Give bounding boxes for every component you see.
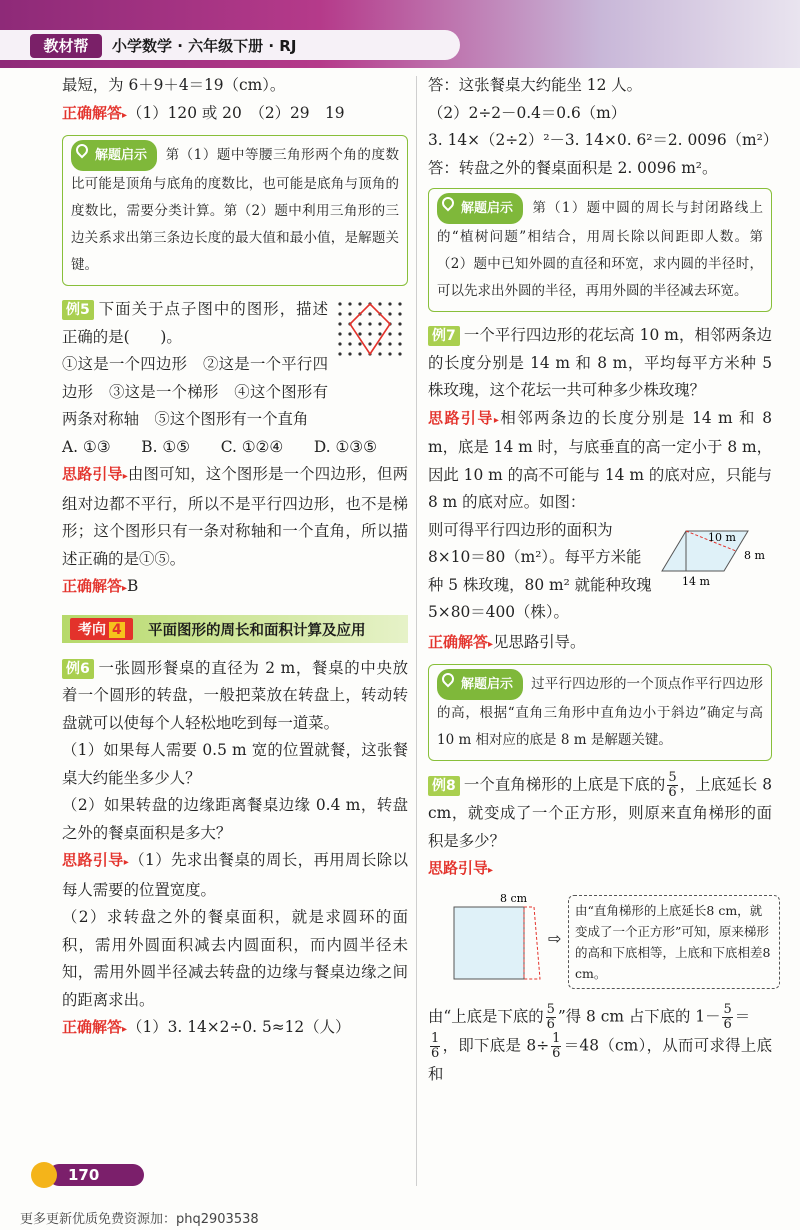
think-text: （1）先求出餐桌的周长，再用周长除以每人需要的位置宽度。 [62, 851, 408, 899]
page-number: 170 [68, 1166, 100, 1184]
fraction [667, 771, 677, 800]
tip-label: 解题启示 [437, 669, 523, 700]
topic-title: 平面图形的周长和面积计算及应用 [148, 622, 366, 639]
example-7-calc [428, 517, 772, 629]
answer-line [428, 629, 772, 659]
example-text: 下面关于点子图中的图形，描述正确的是( )。 [62, 300, 328, 346]
fraction [551, 1032, 561, 1061]
tip-text: 过平行四边形的一个顶点作平行四边形的高，根据“直角三角形中直角边小于斜边”确定与高 10 m 相对应的底是 8 m 是解题关键。 [437, 676, 763, 748]
tip-label: 解题启示 [437, 193, 523, 224]
think-paragraph: （2）求转盘之外的餐桌面积，就是求圆环的面积，需用外圆面积减去内圆面积，而内圆半径未知，需用外圆半径减去转盘的边缘与餐桌边缘之间的距离求出。 [62, 908, 408, 1009]
solution-line [428, 1003, 772, 1032]
example-label: 例8 [428, 776, 460, 796]
calc-line: 种 5 株玫瑰，80 m² 就能种玫瑰 [428, 575, 652, 594]
think-label: 思路引导 [62, 465, 123, 483]
tip-text: 第（1）题中圆的周长与封闭路线上的“植树问题”相结合，用周长除以间距即人数。第（2）题中已知外圆的直径和环宽，求内圆的半径时，可以先求出外圆的半径，再用外圆的半径减去环宽。 [437, 200, 763, 299]
think-label: 思路引导 [62, 851, 124, 869]
question-line: （1）如果每人需要 0.5 m 宽的位置就餐，这张餐桌大约能坐多少人？ [62, 741, 408, 787]
text-line: 3. 14×（2÷2）²－3. 14×0. 6²＝2. 0096（m²） [428, 131, 779, 149]
fraction-denominator: 6 [552, 1045, 561, 1061]
answer-text: B [127, 577, 139, 595]
answer-label: 正确解答 [62, 577, 123, 595]
example-text: ，上底延长 8 cm，就变成了一个正方形，则原来直角梯形的面积是多少？ [428, 775, 772, 850]
book-logo: 教材帮 [30, 34, 102, 58]
fraction-numerator: 1 [552, 1030, 561, 1046]
answer-line [62, 1014, 408, 1044]
think-text: 相邻两条边的长度分别是 14 m 和 8 m，底是 14 m 时，与底垂直的高一定小于 8 m，因此 10 m 的高不可能与 14 m 的底对应，只能与 8 m 的底对应。如图： [428, 408, 772, 511]
fraction [546, 1003, 556, 1032]
think-paragraph [428, 405, 772, 517]
figure-note: 由“直角梯形的上底延长8 cm，就变成了一个正方形”可知，原来梯形的高和下底相等，上底和下底相差8 cm。 [568, 895, 780, 989]
think-label: 思路引导 [428, 859, 489, 877]
answer-text: 见思路引导。 [493, 632, 586, 651]
left-column [62, 72, 408, 1044]
question-line: （2）如果转盘的边缘距离餐桌边缘 0.4 m，转盘之外的餐桌面积是多大？ [62, 796, 408, 842]
fraction-numerator: 5 [668, 770, 677, 785]
text-line: （2）2÷2－0.4＝0.6（m） [428, 103, 627, 122]
arrow-icon: ▸ [122, 471, 128, 482]
fraction [722, 1003, 732, 1032]
example-label: 例7 [428, 326, 460, 346]
think-text: 由图可知，这个图形是一个四边形，但两组对边都不平行，所以不是平行四边形，也不是梯形；这个图形只有一条对称轴和一个直角，所以描述正确的是①⑤。 [62, 465, 408, 568]
example-text: 一个直角梯形的上底是下底的 [463, 775, 666, 794]
answer-text: （1）3. 14×2÷0. 5≈12（人） [127, 1018, 351, 1036]
right-column [428, 72, 779, 1088]
figure-label-bottom: 14 m [682, 574, 710, 587]
example-choices: A. ①③ B. ①⑤ C. ①②④ D. ①③⑤ [62, 437, 377, 456]
solution-text: ，即下底是 8÷ [442, 1036, 550, 1054]
figure-label-top: 10 m [708, 530, 736, 544]
solution-text: ＝ [734, 1007, 751, 1025]
text-line: 答：转盘之外的餐桌面积是 2. 0096 m²。 [428, 158, 718, 177]
answer-label: 正确解答 [428, 632, 489, 651]
figure-label-side: 8 m [744, 548, 765, 562]
think-paragraph [62, 847, 408, 904]
arrow-icon: ▸ [122, 109, 128, 121]
arrow-right-icon: ⇨ [548, 928, 562, 948]
arrow-icon: ▸ [122, 1024, 128, 1035]
figure-label-top: 8 cm [500, 892, 528, 905]
text-line: 最短，为 6＋9＋4＝19（cm）。 [62, 76, 286, 94]
think-label: 思路引导 [428, 408, 494, 427]
parallelogram-figure [656, 525, 772, 587]
fraction-denominator: 6 [546, 1016, 555, 1032]
answer-text: （1）120 或 20 （2）29 19 [127, 103, 345, 122]
calc-line: 5×80＝400（株）。 [428, 603, 569, 621]
example-8 [428, 771, 772, 855]
page-header [0, 0, 800, 68]
calc-line: 8×10＝80（m²）。每平方米能 [428, 548, 642, 566]
solution-text: ”得 8 cm 占下底的 1－ [557, 1007, 721, 1025]
arrow-icon: ▸ [123, 857, 129, 868]
think-paragraph [62, 461, 408, 573]
example-text: 一张圆形餐桌的直径为 2 m，餐桌的中央放着一个圆形的转盘，一般把菜放在转盘上，转动转盘就可以使每个人轻松地吃到每一道菜。 [62, 658, 408, 732]
answer-label: 正确解答 [62, 103, 123, 122]
answer-line [62, 100, 408, 130]
example-text: 一个平行四边形的花坛高 10 m，相邻两条边的长度分别是 14 m 和 8 m，平均每平方米种 5 株玫瑰，这个花坛一共可种多少株玫瑰？ [428, 326, 772, 399]
text-line: 答：这张餐桌大约能坐 12 人。 [428, 76, 643, 94]
trapezoid-figure [448, 893, 548, 983]
page-number-badge [28, 1160, 148, 1190]
tip-text: 第（1）题中等腰三角形两个角的度数比可能是顶角与底角的度数比，也可能是底角与顶角的度数比，需要分类计算。第（2）题中利用三角形的三边关系求出第三条边长度的最大值和最小值，是解题关键。 [71, 147, 399, 273]
fraction [430, 1032, 440, 1061]
book-title: 小学数学 · 六年级下册 · RJ [112, 37, 297, 55]
calc-line: 则可得平行四边形的面积为 [428, 520, 613, 539]
example-6 [62, 655, 408, 738]
topic-tag [70, 618, 133, 640]
arrow-icon: ▸ [488, 638, 494, 650]
arrow-icon: ▸ [493, 414, 499, 426]
fraction-denominator: 6 [668, 785, 677, 800]
example-options: ①这是一个四边形 ②这是一个平行四边形 ③这是一个梯形 ④这个图形有两条对称轴 ⑤这个图形有一个直角 [62, 355, 328, 428]
example-5 [62, 296, 408, 434]
arrow-icon: ▸ [122, 583, 128, 594]
answer-label: 正确解答 [62, 1018, 123, 1036]
arrow-icon: ▸ [488, 865, 494, 876]
tip-label: 解题启示 [71, 140, 157, 171]
fraction-denominator: 6 [431, 1045, 440, 1061]
solution-text: 由“上底是下底的 [428, 1007, 544, 1025]
tip-box [428, 188, 772, 312]
topic-banner [62, 615, 408, 643]
think-paragraph [428, 855, 772, 885]
answer-line [62, 573, 408, 603]
topic-tag-text: 考向 [78, 621, 106, 638]
example-7 [428, 322, 772, 405]
dot-grid-figure [336, 300, 406, 364]
example-label: 例6 [62, 659, 94, 679]
example-8-figure [428, 885, 772, 1003]
fraction-numerator: 5 [723, 1001, 732, 1017]
topic-number: 4 [109, 622, 125, 638]
tip-box [62, 135, 408, 286]
solution-text: ＝48（cm），从而可求得上底和 [428, 1036, 772, 1083]
fraction-numerator: 1 [431, 1030, 440, 1046]
fraction-denominator: 6 [723, 1016, 732, 1032]
solution-line [428, 1032, 772, 1089]
column-divider [416, 76, 417, 1186]
tip-box [428, 664, 772, 761]
footer-text: 更多更新优质免费资源加：phq2903538 [20, 1212, 259, 1227]
example-label: 例5 [62, 300, 94, 320]
fraction-numerator: 5 [546, 1001, 555, 1017]
